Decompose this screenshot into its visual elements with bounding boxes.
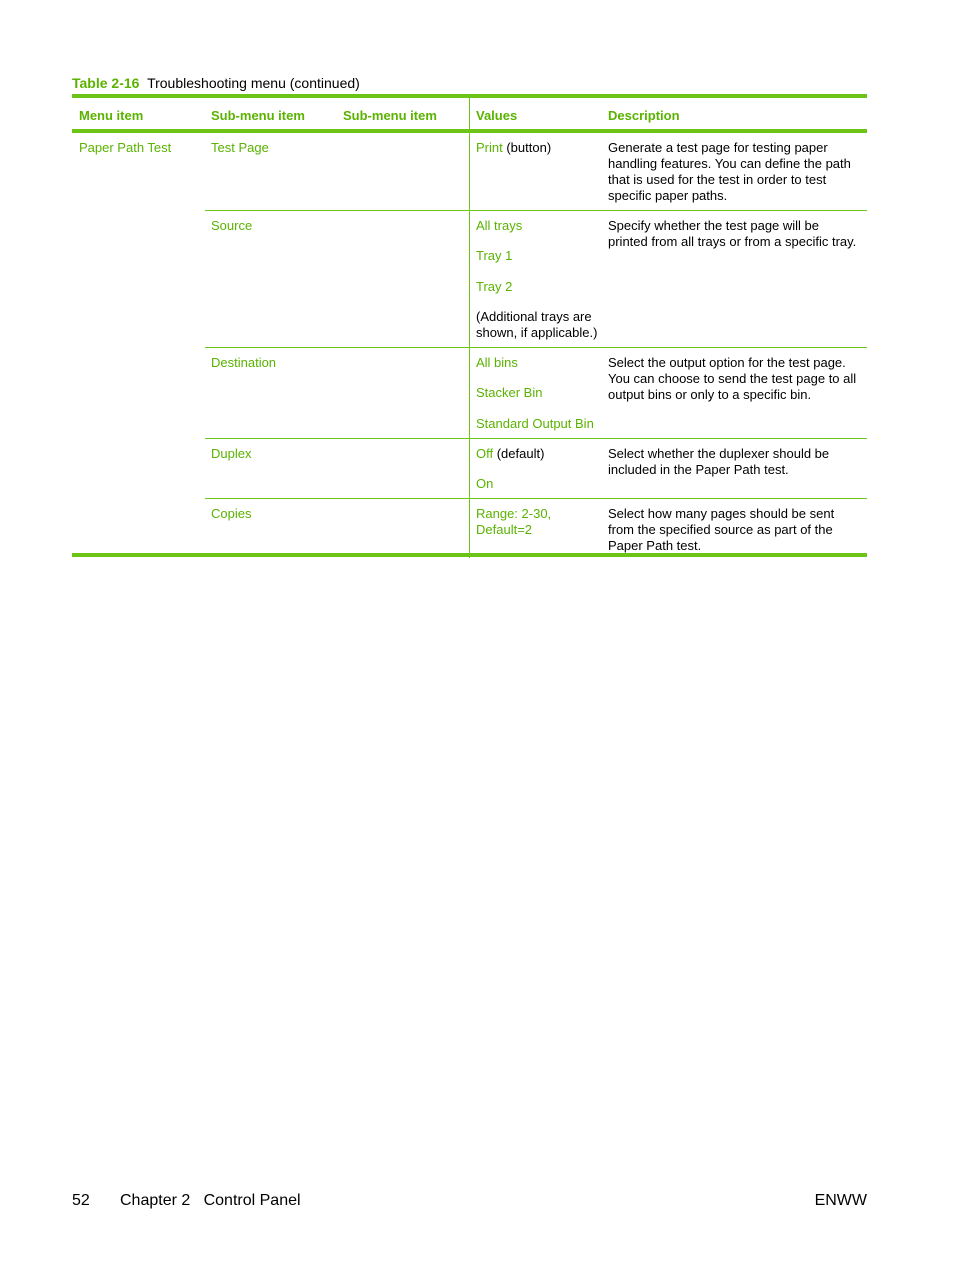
menu-item-paper-path-test: Paper Path Test — [79, 140, 172, 155]
value-tray-1: Tray 1 — [476, 248, 513, 263]
value-tray-2: Tray 2 — [476, 279, 513, 294]
description-copies: Select how many pages should be sent from the specified source as part of the Paper Path test. — [608, 506, 835, 553]
value-additional-trays-note: (Additional trays are shown, if applicable.) — [476, 309, 598, 340]
value-standard-output-bin: Standard Output Bin — [476, 416, 594, 431]
values-column-divider — [469, 133, 470, 558]
table-bottom-rule — [72, 553, 867, 557]
value-range: Range: 2-30, Default=2 — [476, 506, 552, 537]
row-divider — [205, 438, 867, 439]
value-off-default: Off (default) — [476, 446, 545, 461]
row-divider — [205, 498, 867, 499]
table-title: Troubleshooting menu (continued) — [147, 75, 360, 91]
header-values: Values — [476, 108, 518, 123]
submenu-source: Source — [211, 218, 253, 233]
submenu-test-page: Test Page — [211, 140, 269, 155]
row-divider — [205, 210, 867, 211]
description-destination: Select the output option for the test page. You can choose to send the test page to all output bins or only to a specific bin. — [608, 355, 857, 402]
page-number: 52 — [72, 1192, 90, 1209]
table-number: Table 2-16 — [72, 75, 140, 91]
description-duplex: Select whether the duplexer should be included in the Paper Path test. — [608, 446, 830, 477]
submenu-destination: Destination — [211, 355, 277, 370]
submenu-duplex: Duplex — [211, 446, 252, 461]
header-menu-item: Menu item — [79, 108, 144, 123]
header-description: Description — [608, 108, 680, 123]
header-submenu-item-2: Sub-menu item — [343, 108, 437, 123]
description-source: Specify whether the test page will be printed from all trays or from a specific tray. — [608, 218, 857, 249]
values-column-divider-header — [469, 98, 470, 133]
chapter-title: Chapter 2 Control Panel — [120, 1192, 301, 1209]
value-print: Print (button) — [476, 140, 552, 155]
description-test-page: Generate a test page for testing paper handling features. You can define the path that is used for the test in order to test specific paper paths. — [608, 140, 851, 203]
value-stacker-bin: Stacker Bin — [476, 385, 543, 400]
value-all-bins: All bins — [476, 355, 518, 370]
value-on: On — [476, 476, 494, 491]
submenu-copies: Copies — [211, 506, 252, 521]
row-divider — [205, 347, 867, 348]
table-body — [72, 133, 867, 558]
troubleshooting-table — [72, 94, 867, 558]
value-all-trays: All trays — [476, 218, 523, 233]
header-submenu-item: Sub-menu item — [211, 108, 305, 123]
footer-brand: ENWW — [814, 1192, 867, 1209]
table-caption — [72, 75, 360, 91]
